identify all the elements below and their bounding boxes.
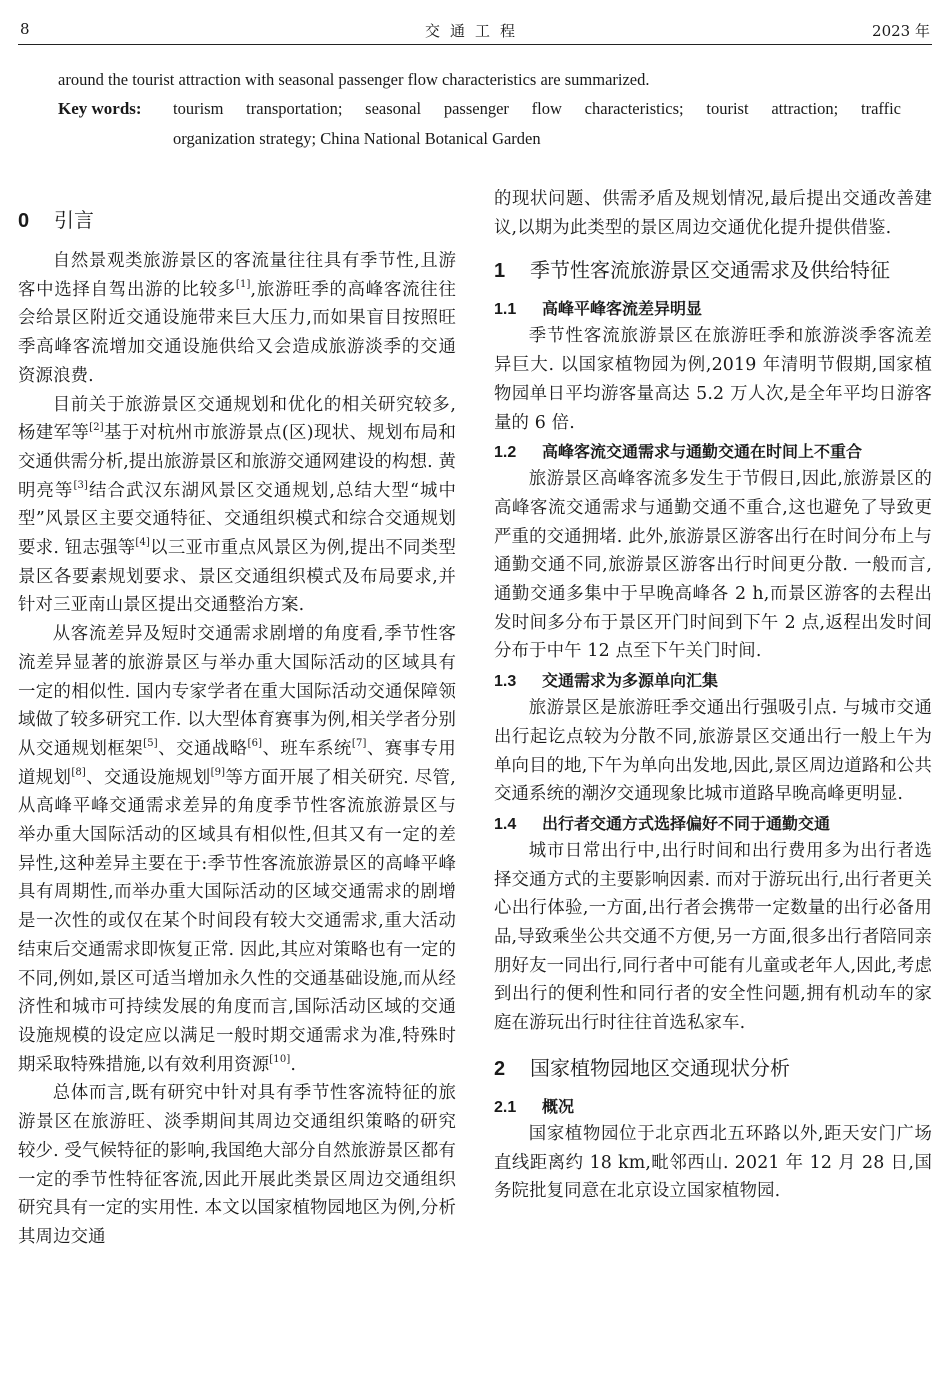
section-heading-2: [494, 1054, 932, 1083]
subsection-title: 出行者交通方式选择偏好不同于通勤交通: [542, 813, 831, 833]
subsection-heading-1-3: [494, 669, 932, 694]
citation-3: [3]: [73, 479, 89, 491]
keywords-line-1: tourism transportation; seasonal passenger flow characteristics; tourist attraction; traffic: [173, 99, 901, 118]
intro-paragraph-4-continued: 的现状问题、供需矛盾及规划情况,最后提出交通改善建议,以期为此类型的景区周边交通优化提升提供借鉴.: [494, 189, 932, 238]
running-header: [18, 18, 932, 45]
subsection-number: 1.2: [494, 444, 517, 462]
subsection-heading-1-1: [494, 297, 932, 322]
keywords-line-2: organization strategy; China National Botanical Garden: [173, 129, 541, 148]
citation-7: [7]: [351, 737, 367, 749]
right-column: [494, 190, 932, 1206]
section-heading-1: [494, 256, 932, 285]
subsection-number: 1.1: [494, 301, 517, 319]
page-number: 8: [20, 20, 30, 38]
intro-paragraph-3: 从客流差异及短时交通需求剧增的角度看,季节性客流差异显著的旅游景区与举办重大国际活动的区域具有一定的相似性. 国内专家学者在重大国际活动交通保障领域做了较多研究工作. 以大型体育赛事为例,相关学者分别从交通规划框架[5]、交通战略[6]、班车系统[7]、赛事专用道规划[8]、交通设施规划[9]等方面开展了相关研究. 尽管,从高峰平峰交通需求差异的角度季节性客流旅游景区与举办重大国际活动的区域具有相似性,但其又有一定的差异性,这种差异主要在于:季节性客流旅游景区的高峰平峰具有周期性,而举办重大国际活动的区域交通需求的剧增是一次性的或仅在某个时间段有较大交通需求,重大活动结束后交通需求即恢复正常. 因此,其应对策略也有一定的不同,例如,景区可适当增加永久性的交通基础设施,而从经济性和城市可持续发展的角度而言,国际活动区域的交通设施规模的设定应以满足一般时期交通需求为准,特殊时期采取特殊措施,以有效利用资源[10].: [18, 624, 457, 1075]
paragraph-1-4: 城市日常出行中,出行时间和出行费用多为出行者选择交通方式的主要影响因素. 而对于游玩出行,出行者更关心出行体验,一方面,出行者会携带一定数量的出行必备用品,导致乘坐公共交通不方便,另一方面,很多出行者陪同亲朋好友一同出行,同行者中可能有儿童或老年人,因此,考虑到出行的便利性和同行者的安全性问题,拥有机动车的家庭在游玩出行时往往首选私家车.: [494, 840, 933, 1034]
paragraph-2-1: 国家植物园位于北京西北五环路以外,距天安门广场直线距离约 18 km,毗邻西山. 2021 年 12 月 28 日,国务院批复同意在北京设立国家植物园.: [494, 1123, 932, 1202]
subsection-title: 高峰平峰客流差异明显: [542, 299, 703, 319]
citation-9: [9]: [210, 766, 226, 778]
journal-name: 交通工程: [424, 22, 525, 40]
citation-4: [4]: [135, 537, 151, 549]
paragraph-1-3: 旅游景区是旅游旺季交通出行强吸引点. 与城市交通出行起讫点较为分散不同,旅游景区交通出行一般上午为单向目的地,下午为单向出发地,因此,景区周边道路和公共交通系统的潮汐交通现象比城市道路早晚高峰更明显.: [494, 698, 933, 805]
subsection-title: 交通需求为多源单向汇集: [542, 671, 719, 691]
paragraph-1-1: 季节性客流旅游景区在旅游旺季和旅游淡季客流差异巨大. 以国家植物园为例,2019 年清明节假期,国家植物园单日平均游客量高达 5.2 万人次,是全年平均日游客量的 6 倍.: [494, 326, 932, 433]
abstract-tail: around the tourist attraction with seasonal passenger flow characteristics are summarized.: [58, 70, 650, 89]
section-heading-0: [18, 206, 456, 235]
citation-1: [1]: [235, 278, 251, 290]
keywords-label: Key words:: [58, 99, 142, 118]
publication-year: 2023 年: [872, 22, 930, 40]
subsection-heading-1-4: [494, 812, 932, 837]
subsection-title: 高峰客流交通需求与通勤交通在时间上不重合: [542, 442, 863, 462]
subsection-heading-1-2: [494, 440, 932, 465]
section-number: 2: [494, 1057, 506, 1080]
subsection-title: 概况: [542, 1096, 575, 1116]
section-title: 引言: [54, 208, 94, 232]
citation-8: [8]: [71, 766, 86, 778]
intro-paragraph-4: 总体而言,既有研究中针对具有季节性客流特征的旅游景区在旅游旺、淡季期间其周边交通组织策略的研究较少. 受气候特征的影响,我国绝大部分自然旅游景区都有一定的季节性特征客流,因此开展此类景区周边交通组织研究具有一定的实用性. 本文以国家植物园地区为例,分析其周边交通: [18, 1083, 457, 1247]
paragraph-1-2: 旅游景区高峰客流多发生于节假日,因此,旅游景区的高峰客流交通需求与通勤交通不重合,这也避免了导致更严重的交通拥堵. 此外,旅游景区游客出行在时间分布上与通勤交通不同,旅游景区游客出行时间更分散. 一般而言,通勤交通多集中于早晚高峰各 2 h,而景区游客的去程出发时间多分布于景区开门时间到下午 2 点,返程出发时间分布于中午 12 点至下午关门时间.: [494, 469, 933, 662]
subsection-number: 1.3: [494, 673, 517, 691]
intro-paragraph-1: 自然景观类旅游景区的客流量往往具有季节性,且游客中选择自驾出游的比较多[1],旅游旺季的高峰客流往往会给景区附近交通设施带来巨大压力,而如果盲目按照旺季高峰客流增加交通设施供给又会造成旅游淡季的交通资源浪费.: [18, 251, 456, 386]
citation-6: [6]: [247, 737, 263, 749]
citation-10: [10]: [269, 1053, 291, 1065]
section-title: 国家植物园地区交通现状分析: [530, 1055, 790, 1080]
left-column: [18, 190, 456, 1252]
citation-2: [2]: [89, 422, 104, 434]
subsection-number: 2.1: [494, 1098, 517, 1116]
subsection-number: 1.4: [494, 815, 517, 833]
section-number: 0: [18, 210, 30, 232]
subsection-heading-2-1: [494, 1095, 932, 1120]
section-title: 季节性客流旅游景区交通需求及供给特征: [530, 258, 890, 283]
citation-5: [5]: [143, 737, 158, 749]
intro-paragraph-2: 目前关于旅游景区交通规划和优化的相关研究较多,杨建军等[2]基于对杭州市旅游景点(区)现状、规划布局和交通供需分析,提出旅游景区和旅游交通网建设的构想. 黄明亮等[3]结合武汉东湖风景区交通规划,总结大型“城中型”风景区主要交通特征、交通组织模式和综合交通规划要求. 钮志强等[4]以三亚市重点风景区为例,提出不同类型景区各要素规划要求、景区交通组织模式及布局要求,并针对三亚南山景区提出交通整治方案.: [18, 394, 457, 616]
section-number: 1: [494, 260, 506, 283]
